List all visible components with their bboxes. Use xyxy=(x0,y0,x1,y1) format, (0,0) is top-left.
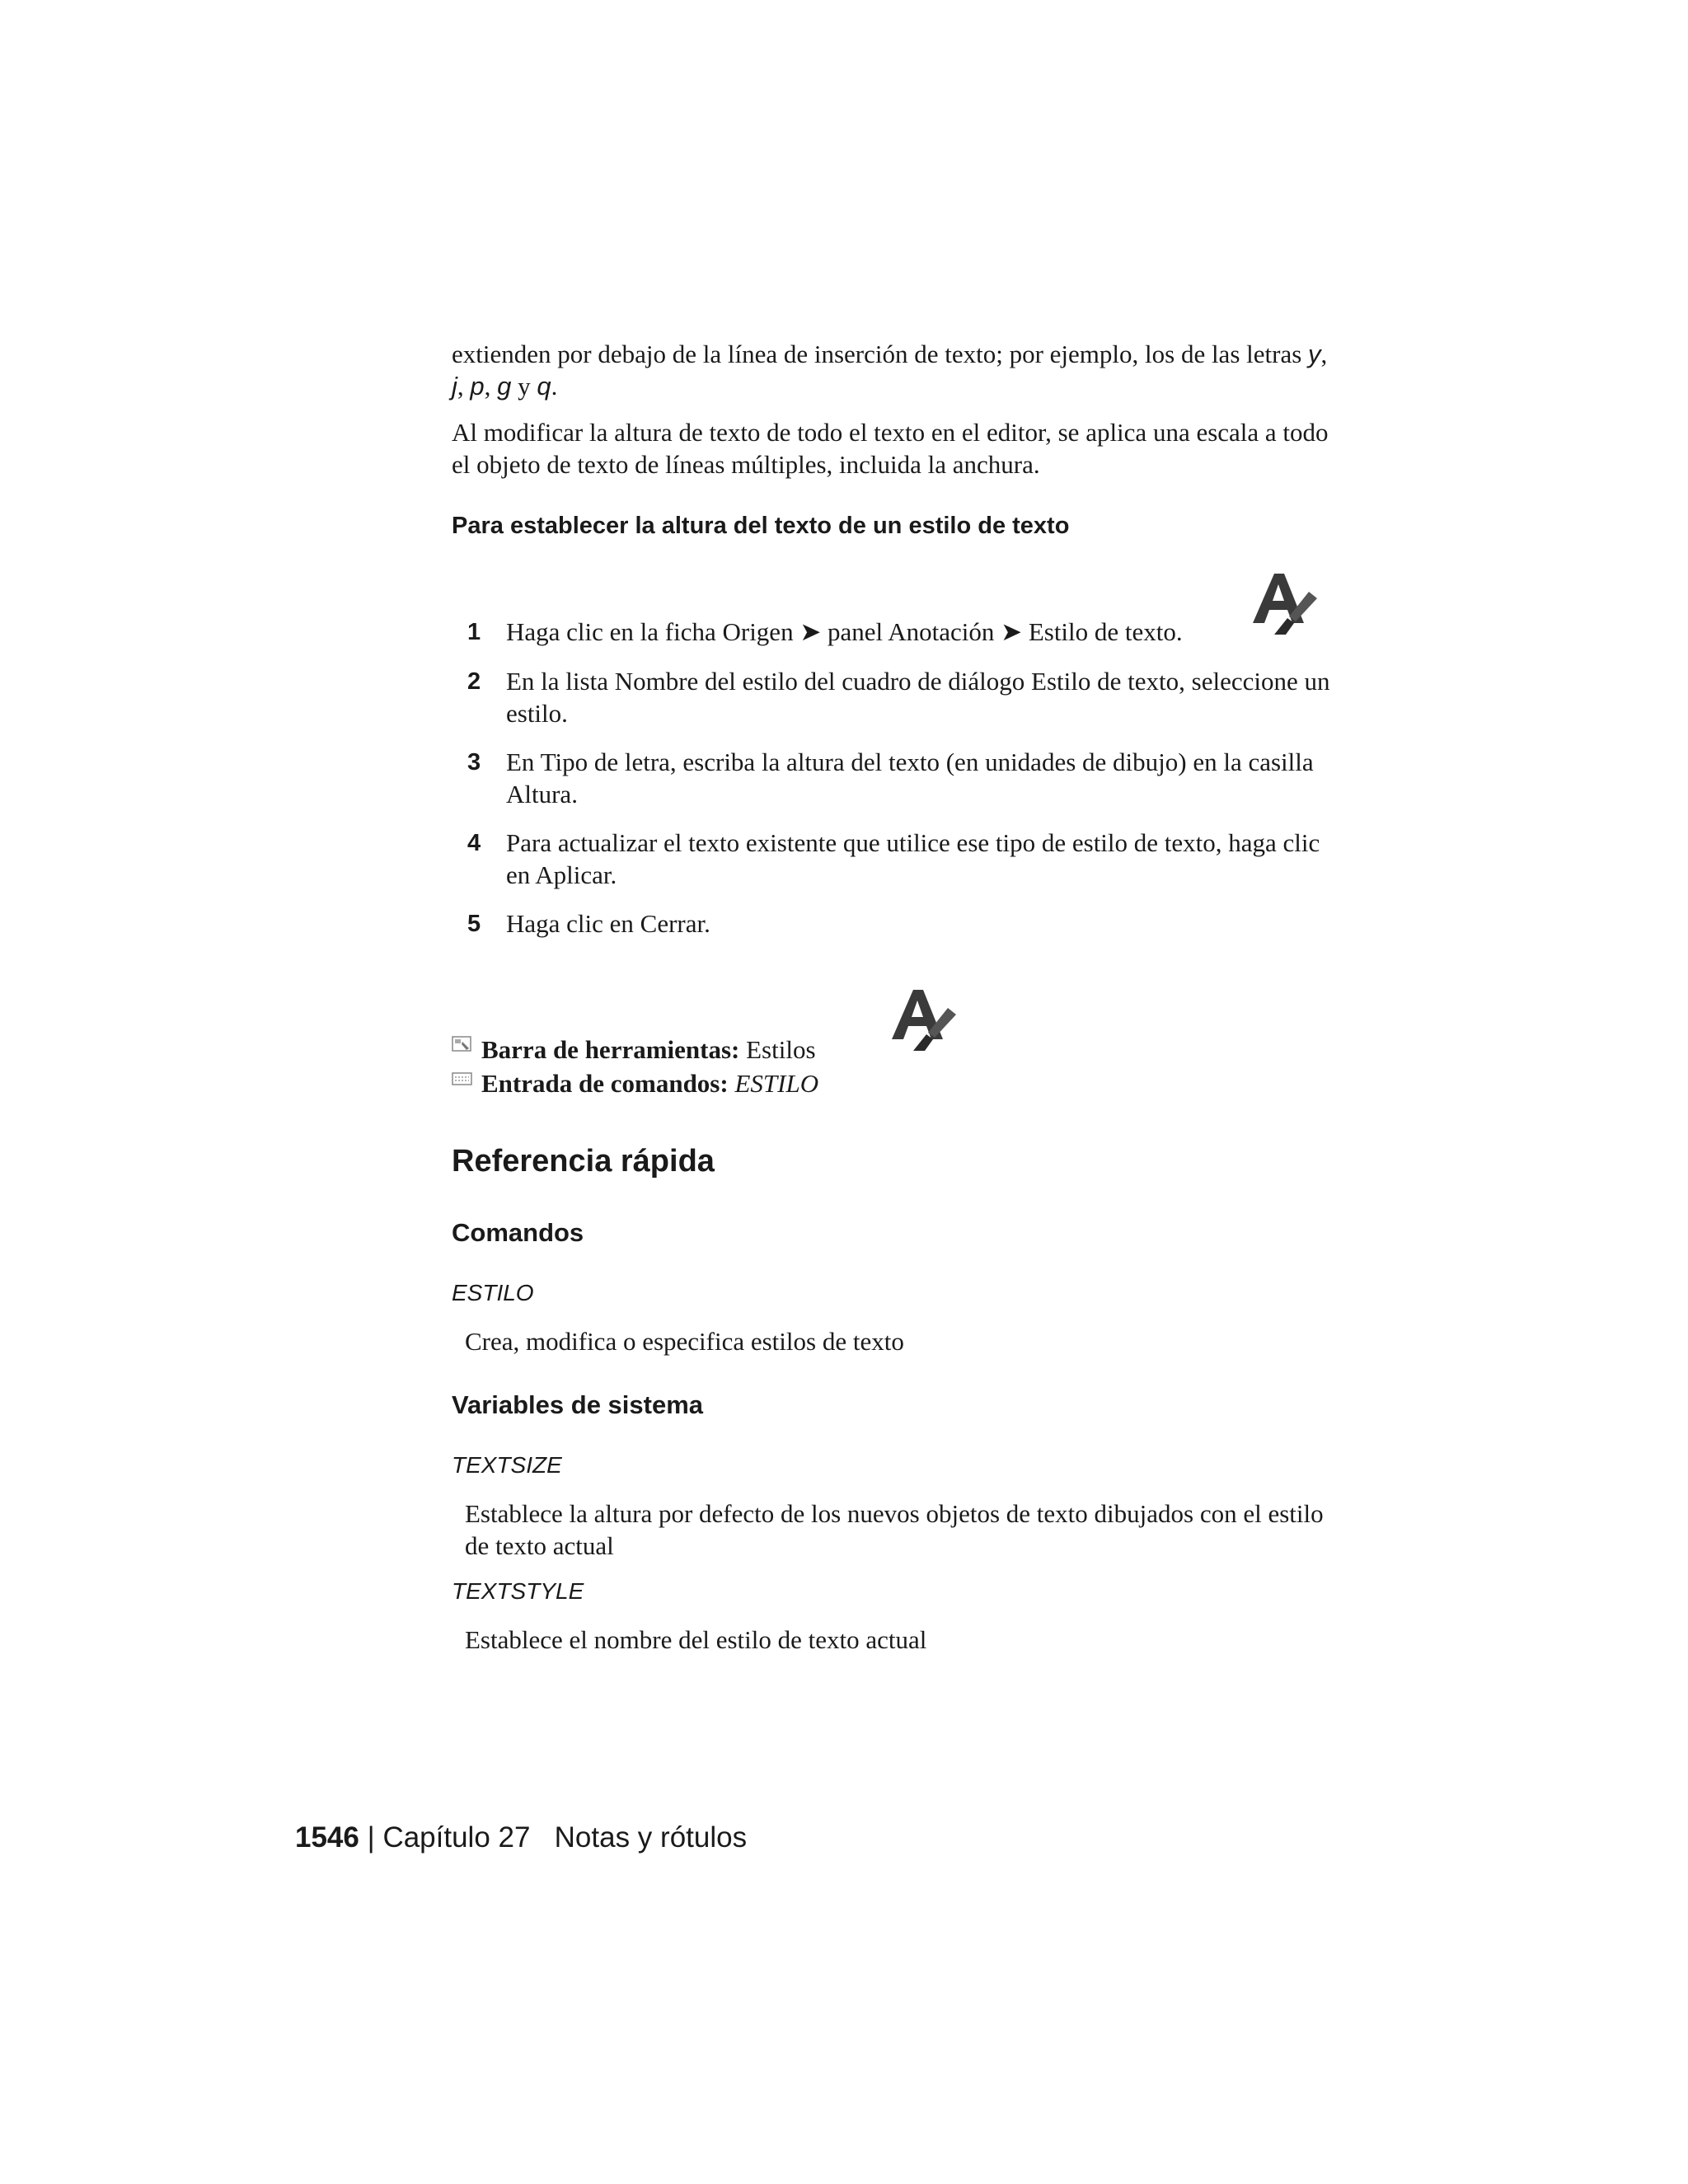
toolbar-access xyxy=(481,1033,816,1066)
step-number: 1 xyxy=(467,619,481,645)
step-text: Haga clic en Cerrar. xyxy=(506,909,710,938)
toolbar-label: Barra de herramientas: xyxy=(481,1035,740,1064)
step-number: 3 xyxy=(467,749,481,776)
step-number: 4 xyxy=(467,830,481,856)
separator: y xyxy=(511,372,537,401)
step-text: Para actualizar el texto existente que utilice ese tipo de estilo de texto, haga clic en Aplicar. xyxy=(506,828,1320,889)
chapter-title: Notas y rótulos xyxy=(554,1821,748,1854)
separator: , xyxy=(457,372,471,401)
page-footer xyxy=(295,1821,747,1854)
letter-q: q xyxy=(537,372,551,401)
sysvar-description: Establece la altura por defecto de los nuevos objetos de texto dibujados con el estilo de texto actual xyxy=(465,1499,1324,1560)
footer-separator: | xyxy=(367,1821,375,1854)
sysvar-term: TEXTSTYLE xyxy=(452,1578,584,1604)
step-text: En Tipo de letra, escriba la altura del texto (en unidades de dibujo) en la casilla Altura. xyxy=(506,748,1314,808)
quick-reference-title: Referencia rápida xyxy=(452,1144,715,1179)
step-number: 5 xyxy=(467,911,481,937)
command-description: Crea, modifica o especifica estilos de texto xyxy=(465,1327,904,1356)
separator: , xyxy=(484,372,498,401)
toolbar-value: Estilos xyxy=(739,1035,816,1064)
toolbar-icon xyxy=(452,1035,473,1053)
keyboard-icon xyxy=(452,1070,473,1088)
sysvar-description: Establece el nombre del estilo de texto actual xyxy=(465,1625,927,1654)
step-text: Haga clic en la ficha Origen ➤ panel Anotación ➤ Estilo de texto. xyxy=(506,617,1183,646)
text-style-brush-icon xyxy=(889,985,959,1056)
commands-heading: Comandos xyxy=(452,1218,584,1247)
step-number: 2 xyxy=(467,668,481,695)
page-number: 1546 xyxy=(295,1821,359,1854)
intro-paragraph-2: Al modificar la altura de texto de todo el texto en el editor, se aplica una escala a todo el objeto de texto de líneas múltiples, incluida la anchura. xyxy=(452,418,1329,479)
command-label: Entrada de comandos: xyxy=(481,1069,729,1098)
letter-y: y xyxy=(1308,340,1321,368)
letter-p: p xyxy=(470,372,485,401)
separator: , xyxy=(1320,340,1328,368)
period: . xyxy=(551,372,558,401)
command-access xyxy=(481,1067,818,1099)
intro-text: extienden por debajo de la línea de inserción de texto; por ejemplo, los de las letras xyxy=(452,340,1309,368)
procedure-heading: Para establecer la altura del texto de un estilo de texto xyxy=(452,513,1070,539)
intro-paragraph-1 xyxy=(452,338,1335,402)
letter-j: j xyxy=(452,372,457,401)
step-text: En la lista Nombre del estilo del cuadro de diálogo Estilo de texto, seleccione un estilo. xyxy=(506,667,1330,728)
command-term: ESTILO xyxy=(452,1280,534,1305)
sysvars-heading: Variables de sistema xyxy=(452,1390,704,1419)
chapter-label: Capítulo 27 xyxy=(382,1821,531,1854)
letter-g: g xyxy=(497,372,512,401)
sysvar-term: TEXTSIZE xyxy=(452,1452,562,1478)
command-value: ESTILO xyxy=(734,1069,819,1098)
